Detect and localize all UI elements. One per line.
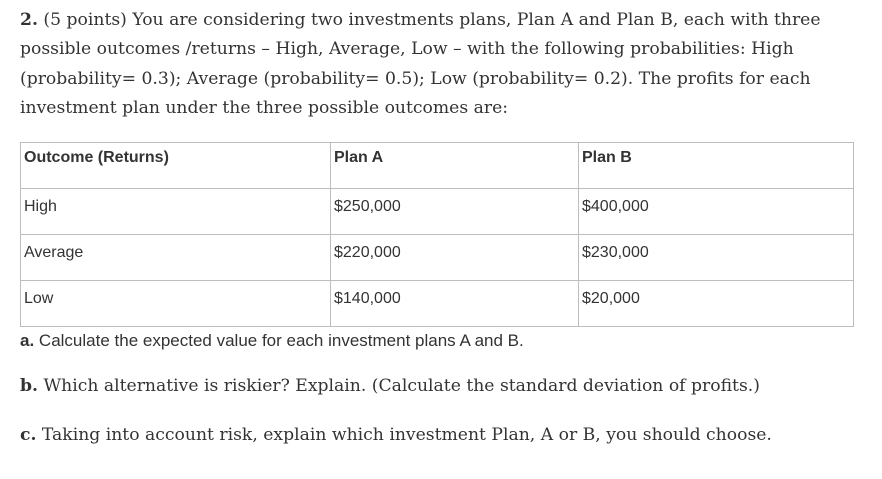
part-b-label: b.	[20, 376, 39, 396]
plan-a-cell: $250,000	[331, 189, 579, 235]
plan-a-cell: $220,000	[331, 235, 579, 281]
part-a-label: a.	[20, 331, 35, 350]
part-a-text: Calculate the expected value for each investment plans A and B.	[38, 331, 524, 350]
table-row	[21, 189, 854, 235]
part-b	[20, 376, 760, 396]
outcome-cell: Average	[21, 235, 331, 281]
outcomes-table	[20, 142, 854, 327]
part-c-label: c.	[20, 425, 37, 445]
question-text: (5 points) You are considering two investments plans, Plan A and Plan B, each with three possible outcomes /returns – High, Average, Low – with the following probabilities: High (probability= 0.3); Average (probability= 0.5); Low (probability= 0.2). The profits for each investment plan under the three possible outcomes are:	[20, 10, 821, 119]
plan-a-cell: $140,000	[331, 281, 579, 327]
table-header-row	[21, 143, 854, 189]
plan-b-cell: $230,000	[579, 235, 854, 281]
table-row	[21, 235, 854, 281]
question-intro	[20, 6, 855, 124]
column-header-outcome: Outcome (Returns)	[21, 143, 331, 189]
outcome-cell: Low	[21, 281, 331, 327]
table-row	[21, 281, 854, 327]
question-number: 2.	[20, 10, 38, 30]
part-b-text: Which alternative is riskier? Explain. (Calculate the standard deviation of profits.)	[43, 376, 760, 396]
column-header-plan-b: Plan B	[579, 143, 854, 189]
part-a	[20, 331, 524, 351]
plan-b-cell: $400,000	[579, 189, 854, 235]
outcome-cell: High	[21, 189, 331, 235]
part-c	[20, 425, 772, 445]
column-header-plan-a: Plan A	[331, 143, 579, 189]
plan-b-cell: $20,000	[579, 281, 854, 327]
part-c-text: Taking into account risk, explain which investment Plan, A or B, you should choose.	[41, 425, 772, 445]
